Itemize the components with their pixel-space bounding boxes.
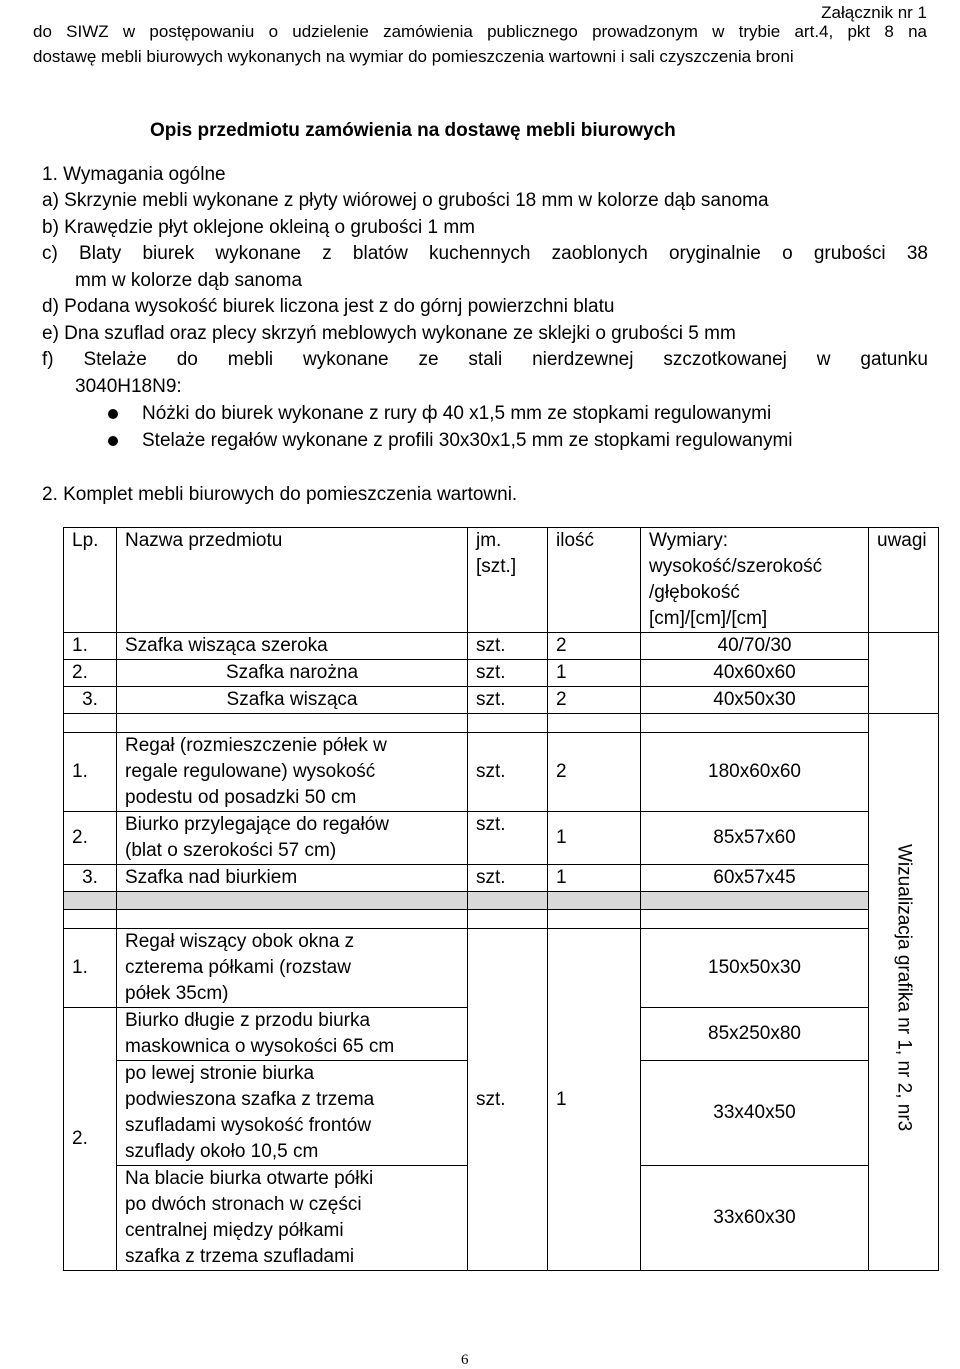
- table-row: 1. Szafka wisząca szeroka szt. 2 40/70/30: [64, 633, 939, 660]
- header-lp: Lp.: [64, 528, 117, 633]
- table-row: 3. Szafka nad biurkiem szt. 1 60x57x45: [64, 865, 939, 892]
- requirement-c: c) Blaty biurek wykonane z blatów kuchennych zaoblonych oryginalnie o grubości 38: [42, 243, 928, 264]
- table-row: 1. Regał (rozmieszczenie półek w regale regulowane) wysokość podestu od posadzki 50 cm szt. 2 180x60x60: [64, 733, 939, 812]
- section-2-heading: 2. Komplet mebli biurowych do pomieszczenia wartowni.: [42, 484, 518, 505]
- header-line-2: dostawę mebli biurowych wykonanych na wymiar do pomieszczenia wartowni i sali czyszczenia broni: [33, 47, 794, 66]
- table-row: 3. Szafka wisząca szt. 2 40x50x30: [64, 687, 939, 714]
- page-number: 6: [461, 1352, 469, 1368]
- header-line-1: do SIWZ w postępowaniu o udzielenie zamówienia publicznego prowadzonym w trybie art.4, pkt 8 na: [33, 22, 927, 41]
- table-row: po lewej stronie biurka podwieszona szafka z trzema szufladami wysokość frontów szuflady około 10,5 cm 33x40x50: [64, 1061, 939, 1166]
- bullet-item-1: Nóżki do biurek wykonane z rury ф 40 x1,5 mm ze stopkami regulowanymi: [142, 403, 772, 424]
- requirement-f: f) Stelaże do mebli wykonane ze stali nierdzewnej szczotkowanej w gatunku: [42, 349, 928, 370]
- notes-cell: [869, 633, 939, 714]
- table-row: 2. Biurko długie z przodu biurka maskownica o wysokości 65 cm 85x250x80: [64, 1008, 939, 1061]
- requirement-d: d) Podana wysokość biurek liczona jest z do górnj powierzchni blatu: [42, 296, 615, 317]
- item-name: Biurko przylegające do regałów (blat o szerokości 57 cm): [117, 812, 468, 865]
- header-dims: Wymiary: wysokość/szerokość /głębokość [cm]/[cm]/[cm]: [641, 528, 869, 633]
- item-name: Regał wiszący obok okna z czterema półkami (rozstaw półek 35cm): [117, 929, 468, 1008]
- table-spacer-row: [64, 910, 939, 929]
- item-name: Regał (rozmieszczenie półek w regale regulowane) wysokość podestu od posadzki 50 cm: [117, 733, 468, 812]
- furniture-table: [63, 527, 939, 1271]
- annex-label: Załącznik nr 1: [821, 3, 927, 22]
- table-header-row: [64, 528, 939, 633]
- requirement-b: b) Krawędzie płyt oklejone okleiną o grubości 1 mm: [42, 217, 475, 238]
- bullet-icon: [108, 436, 118, 446]
- requirement-f-cont: 3040H18N9:: [75, 376, 182, 397]
- visualization-note-cell: [869, 714, 939, 1271]
- requirement-e: e) Dna szuflad oraz plecy skrzyń meblowych wykonane ze sklejki o grubości 5 mm: [42, 323, 736, 344]
- table-row: Na blacie biurka otwarte półki po dwóch stronach w części centralnej między półkami szafka z trzema szufladami 33x60x30: [64, 1166, 939, 1271]
- table-spacer-row: [64, 892, 939, 910]
- table-spacer-row: [64, 714, 939, 733]
- item-name: po lewej stronie biurka podwieszona szafka z trzema szufladami wysokość frontów szuflady około 10,5 cm: [117, 1061, 468, 1166]
- section-1-heading: 1. Wymagania ogólne: [42, 164, 226, 185]
- item-name: Biurko długie z przodu biurka maskownica o wysokości 65 cm: [117, 1008, 468, 1061]
- requirement-c-cont: mm w kolorze dąb sanoma: [75, 270, 303, 291]
- table-row: 2. Biurko przylegające do regałów (blat o szerokości 57 cm) szt. 1 85x57x60: [64, 812, 939, 865]
- item-name: Na blacie biurka otwarte półki po dwóch stronach w części centralnej między półkami szafka z trzema szufladami: [117, 1166, 468, 1271]
- table-row: 1. Regał wiszący obok okna z czterema półkami (rozstaw półek 35cm) szt. 1 150x50x30: [64, 929, 939, 1008]
- requirement-a: a) Skrzynie mebli wykonane z płyty wiórowej o grubości 18 mm w kolorze dąb sanoma: [42, 190, 769, 211]
- header-notes: uwagi: [869, 528, 939, 633]
- bullet-icon: [108, 409, 118, 419]
- header-unit: jm. [szt.]: [468, 528, 548, 633]
- bullet-item-2: Stelaże regałów wykonane z profili 30x30x1,5 mm ze stopkami regulowanymi: [142, 430, 793, 451]
- table-row: 2. Szafka narożna szt. 1 40x60x60: [64, 660, 939, 687]
- header-name: Nazwa przedmiotu: [117, 528, 468, 633]
- page-title: Opis przedmiotu zamówienia na dostawę mebli biurowych: [150, 120, 676, 141]
- visualization-note: Wizualizacja grafika nr 1, nr 2, nr3: [893, 844, 915, 1132]
- header-qty: ilość: [548, 528, 641, 633]
